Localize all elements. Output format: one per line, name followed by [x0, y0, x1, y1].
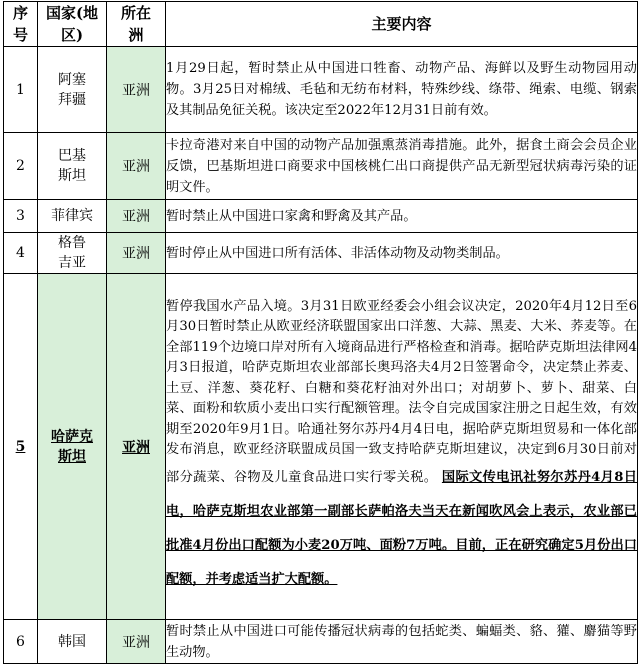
row-country: 巴基斯坦: [38, 133, 107, 200]
row-no: 1: [4, 47, 38, 133]
table-row: [4, 620, 638, 664]
import-restrictions-table: [3, 1, 638, 664]
row-no: 3: [4, 200, 38, 233]
table-row: [4, 233, 638, 274]
header-region: 所在洲: [107, 2, 166, 47]
row-region: 亚洲: [107, 274, 166, 620]
header-content: 主要内容: [166, 2, 638, 47]
row-no: 5: [4, 274, 38, 620]
table-row-highlighted: [4, 274, 638, 620]
row-no: 6: [4, 620, 38, 664]
table-header-row: [4, 2, 638, 47]
row-region: 亚洲: [107, 200, 166, 233]
row-content: 暂时禁止从中国进口可能传播冠状病毒的包括蛇类、蝙蝠类、貉、獾、麝猫等野生动物。: [166, 620, 638, 664]
row-region: 亚洲: [107, 233, 166, 274]
row-country: 韩国: [38, 620, 107, 664]
header-country: 国家(地区): [38, 2, 107, 47]
row-content: 暂时禁止从中国进口家禽和野禽及其产品。: [166, 200, 638, 233]
row-no: 2: [4, 133, 38, 200]
row-no: 4: [4, 233, 38, 274]
row-country: 菲律宾: [38, 200, 107, 233]
row-content-emphasis: 国际文传电讯社努尔苏丹4月8日电，哈萨克斯坦农业部第一副部长萨帕洛夫当天在新闻吹风会上表示，农业部已批准4月份出口配额为小麦20万吨、面粉7万吨。目前，正在研究确定5月份出口配额，并考虑适当扩大配额。: [166, 469, 637, 587]
row-region: 亚洲: [107, 133, 166, 200]
table-row: [4, 200, 638, 233]
row-content-text: 暂停我国水产品入境。3月31日欧亚经委会小组会议决定，2020年4月12日至6月30日暂时禁止从欧亚经济联盟国家出口洋葱、大蒜、黑麦、大米、荞麦等。在全部119个边境口岸对所有入境商品进行严格检查和消毒。据哈萨克斯坦法律网4月3日报道，哈萨克斯坦农业部部长奥玛洛夫4月2日签署命令，决定禁止荞麦、土豆、洋葱、葵花籽、白糖和葵花籽油对外出口；对胡萝卜、萝卜、甜菜、白菜、面粉和软质小麦出口实行配额管理。法令自完成国家注册之日起生效，有效期至2020年9月1日。哈通社努尔苏丹4月4日电，据哈萨克斯坦贸易和一体化部发布消息，欧亚经济联盟成员国一致支持哈萨克斯坦建议，决定到6月30日前对部分蔬菜、谷物及儿童食品进口实行零关税。: [166, 298, 637, 485]
row-region: 亚洲: [107, 620, 166, 664]
table-row: [4, 133, 638, 200]
row-region: 亚洲: [107, 47, 166, 133]
row-content: 暂时停止从中国进口所有活体、非活体动物及动物类制品。: [166, 233, 638, 274]
row-country: 阿塞拜疆: [38, 47, 107, 133]
row-country: 格鲁吉亚: [38, 233, 107, 274]
row-content: 1月29日起，暂时禁止从中国进口牲畜、动物产品、海鲜以及野生动物园用动物。3月25日对棉绒、毛毡和无纺布材料，特殊纱线、绦带、绳索、电缆、钢索及其制品免征关税。该决定至2022年12月31日前有效。: [166, 47, 638, 133]
row-country: 哈萨克斯坦: [38, 274, 107, 620]
row-content: 卡拉奇港对来自中国的动物产品加强熏蒸消毒措施。此外，据食土商会会员企业反馈，巴基斯坦进口商要求中国核桃仁出口商提供产品无新型冠状病毒污染的证明文件。: [166, 133, 638, 200]
table-row: [4, 47, 638, 133]
header-no: 序号: [4, 2, 38, 47]
row-content: [166, 274, 638, 620]
